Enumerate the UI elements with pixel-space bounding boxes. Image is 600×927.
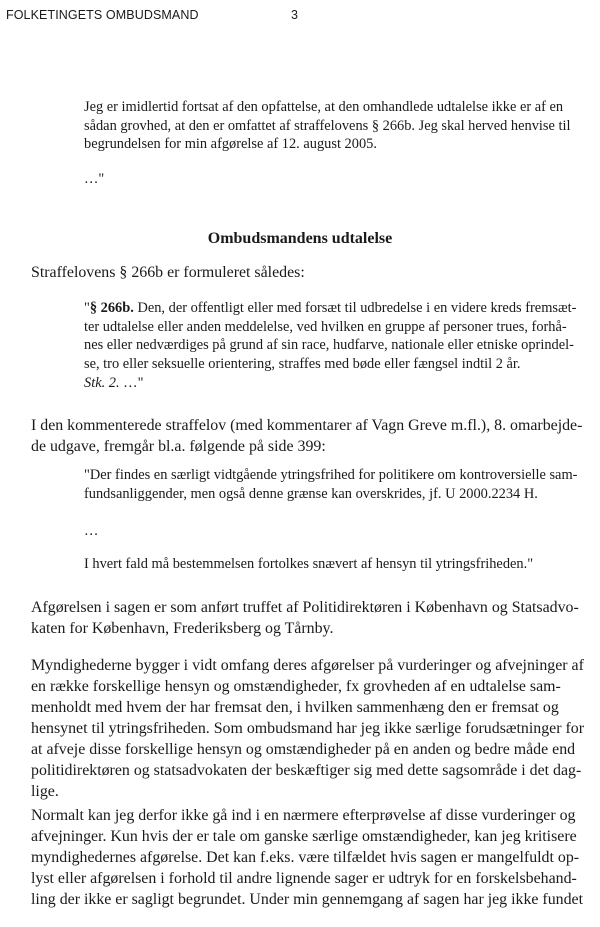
text-line: afvejninger. Kun hvis der er tale om ganske særlige omstændigheder, kan jeg kritisere bbox=[31, 828, 577, 845]
paragraph-commentary bbox=[31, 415, 582, 457]
section-heading: Ombudsmandens udtalelse bbox=[207, 230, 393, 247]
quote-block-2 bbox=[84, 466, 577, 503]
quote-ellipsis-2: … bbox=[84, 523, 99, 539]
text-line: fundsanliggender, men også denne grænse kan overskrides, jf. U 2000.2234 H. bbox=[84, 485, 538, 502]
paragraph-review bbox=[31, 805, 583, 910]
text-line: en række forskellige hensyn og omstændigheder, fx grovheden af en udtalelse sam- bbox=[31, 678, 561, 695]
law-line: ter udtalelse eller anden meddelelse, ved hvilken en gruppe af personer trues, forhå- bbox=[84, 318, 567, 335]
text-line: lyst eller afgørelsen i forhold til andre lignende sager er udtryk for en forskelsbehand- bbox=[31, 870, 577, 887]
law-open-quote: " bbox=[84, 300, 90, 316]
text-line: begrundelsen for min afgørelse af 12. august 2005. bbox=[84, 136, 377, 153]
quote-block-1 bbox=[84, 98, 570, 154]
law-line: nes eller nedværdiges på grund af sin race, hudfarve, nationale eller etniske oprindel- bbox=[84, 337, 574, 354]
text-line: ling der ikke er sagligt begrundet. Under min gennemgang af sagen har jeg ikke fundet bbox=[31, 891, 584, 908]
law-quote bbox=[84, 299, 576, 393]
quote-block-3: I hvert fald må bestemmelsen fortolkes snævert af hensyn til ytringsfriheden." bbox=[84, 556, 534, 572]
quote-ellipsis: …" bbox=[84, 171, 105, 187]
text-line: Jeg er imidlertid fortsat af den opfattelse, at den omhandlede udtalelse ikke er af en bbox=[84, 99, 564, 115]
paragraph-intro: Straffelovens § 266b er formuleret således: bbox=[31, 264, 305, 281]
text-line: katen for København, Frederiksberg og Tårnby. bbox=[31, 620, 334, 637]
law-line: se, tro eller seksuelle orientering, straffes med bøde eller fængsel indtil 2 år. bbox=[84, 356, 521, 373]
text-line: at afveje disse forskellige hensyn og omstændigheder på en anden og bedre måde end bbox=[31, 741, 576, 758]
law-stk-tail: …" bbox=[119, 374, 144, 391]
text-line: de udgave, fremgår bl.a. følgende på side 399: bbox=[31, 438, 326, 455]
text-line: I den kommenterede straffelov (med kommentarer af Vagn Greve m.fl.), 8. omarbejde- bbox=[31, 417, 583, 434]
text-line: lige. bbox=[31, 783, 59, 800]
text-line: "Der findes en særligt vidtgående ytringsfrihed for politikere om kontroversielle sam- bbox=[84, 467, 578, 483]
law-first-text: Den, der offentligt eller med forsæt til udbredelse i en videre kreds fremsæt- bbox=[133, 300, 577, 316]
paragraph-authorities bbox=[31, 655, 584, 802]
law-line-first bbox=[84, 299, 576, 318]
text-line: hensynet til ytringsfriheden. Som ombudsmand har jeg ikke særlige forudsætninger for bbox=[31, 720, 584, 737]
text-line: politidirektøren og statsadvokaten der beskæftiger sig med dette sagsområde i det dag- bbox=[31, 762, 582, 779]
law-stk-label: Stk. 2. bbox=[84, 374, 120, 391]
text-line: sådan grovhed, at den er omfattet af straffelovens § 266b. Jeg skal herved henvise til bbox=[84, 117, 571, 134]
law-section-number: § 266b. bbox=[89, 300, 134, 316]
law-stk-line bbox=[84, 374, 576, 393]
text-line: myndighedernes afgørelse. Det kan f.eks. være tilfældet hvis sagen er mangelfuldt op- bbox=[31, 849, 580, 866]
text-line: Normalt kan jeg derfor ikke gå ind i en nærmere efterprøvelse af disse vurderinger og bbox=[31, 807, 576, 824]
text-line: menholdt med hvem der har fremsat den, i hvilken sammenhæng den er fremsat og bbox=[31, 699, 559, 716]
text-line: Myndighederne bygger i vidt omfang deres afgørelser på vurderinger og afvejninger af bbox=[31, 657, 584, 674]
page-number: 3 bbox=[291, 8, 299, 22]
text-line: Afgørelsen i sagen er som anført truffet af Politidirektøren i København og Statsadvo- bbox=[31, 599, 579, 616]
paragraph-decision bbox=[31, 597, 579, 639]
running-header-title: FOLKETINGETS OMBUDSMAND bbox=[6, 8, 199, 22]
